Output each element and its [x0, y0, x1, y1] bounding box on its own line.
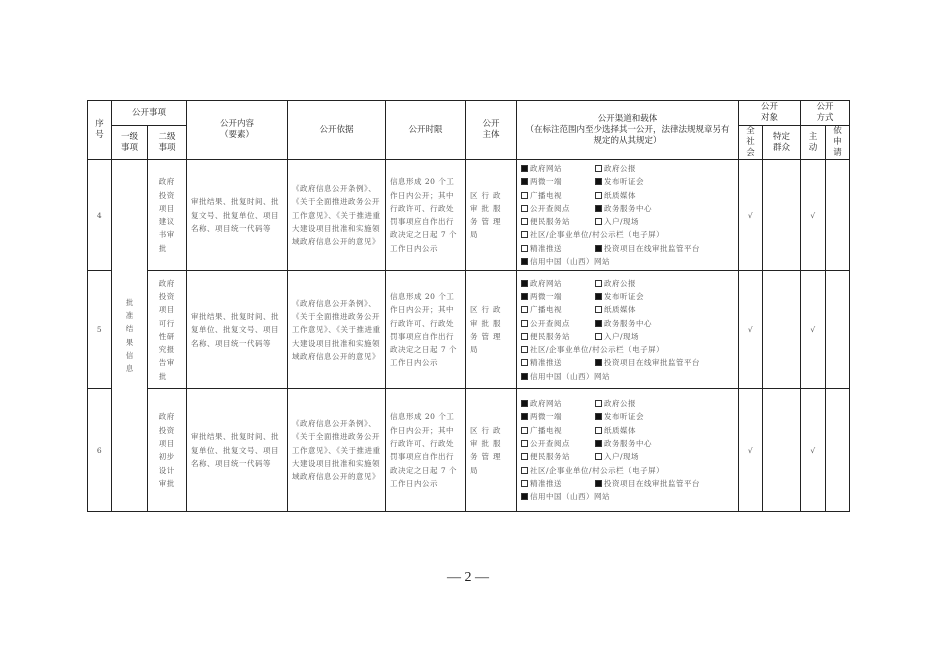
channel-label: 公开查阅点 [530, 318, 571, 328]
checked-box-icon[interactable] [595, 178, 602, 185]
checked-box-icon[interactable] [521, 258, 528, 265]
channel-label: 公开查阅点 [530, 203, 571, 213]
channel-option[interactable] [521, 490, 610, 503]
header-basis: 公开依据 [288, 101, 386, 160]
target-all-mark: √ [739, 160, 763, 271]
level2-item: 政府投资项目可行性研究报告审批 [148, 271, 187, 389]
channel-label: 政府网站 [530, 164, 563, 173]
unchecked-box-icon[interactable] [595, 453, 602, 460]
channel-label: 公开查阅点 [530, 439, 571, 449]
channel-option[interactable] [521, 228, 664, 241]
channel-label: 投资项目在线审批监管平台 [604, 358, 701, 368]
disclosure-subject: 区行政审批服务管理局 [466, 271, 517, 389]
channel-label: 政务服务中心 [604, 439, 653, 449]
disclosure-time-limit: 信息形成 20 个工作日内公开；其中行政许可、行政处罚事项应自作出行政决定之日起 7 个工作日内公示 [386, 271, 466, 389]
channel-line [521, 464, 734, 477]
channel-option[interactable] [521, 303, 595, 316]
channel-line [521, 202, 734, 215]
target-specific-mark [763, 271, 801, 389]
channel-option[interactable] [595, 303, 669, 316]
checked-box-icon[interactable] [595, 293, 602, 300]
channel-option[interactable] [595, 356, 701, 369]
unchecked-box-icon[interactable] [521, 467, 528, 474]
channel-label: 广播电视 [530, 425, 563, 435]
channel-line [521, 162, 734, 175]
channel-line [521, 424, 734, 437]
channel-line [521, 215, 734, 228]
channel-option[interactable] [521, 370, 610, 383]
channel-option[interactable] [521, 162, 595, 175]
channel-label: 入户/现场 [604, 452, 640, 462]
unchecked-box-icon[interactable] [521, 231, 528, 238]
checked-box-icon[interactable] [521, 280, 528, 287]
channel-option[interactable] [521, 356, 595, 369]
channel-label: 投资项目在线审批监管平台 [604, 243, 701, 253]
channel-label: 政府公报 [604, 278, 637, 288]
disclosure-basis: 《政府信息公开条例》、《关于全面推进政务公开工作意见》、《关于推进重大建设项目批准和实施领域政府信息公开的意见》 [288, 160, 386, 271]
method-request-mark [826, 160, 850, 271]
channel-option[interactable] [521, 330, 595, 343]
checked-box-icon[interactable] [521, 178, 528, 185]
method-request-mark [826, 389, 850, 512]
checked-box-icon[interactable] [521, 400, 528, 407]
channel-option[interactable] [595, 277, 669, 290]
disclosure-content: 审批结果、批复时间、批复文号、批复单位、项目名称、项目统一代码等 [187, 160, 288, 271]
channel-cell [517, 160, 739, 271]
channel-option[interactable] [595, 477, 701, 490]
disclosure-content: 审批结果、批复时间、批复单位、批复文号、项目名称、项目统一代码等 [187, 389, 288, 512]
row-seq: 4 [88, 160, 112, 271]
channel-label: 政府网站 [530, 278, 563, 288]
channel-option[interactable] [595, 242, 701, 255]
unchecked-box-icon[interactable] [521, 192, 528, 199]
channel-line [521, 370, 734, 383]
unchecked-box-icon[interactable] [521, 205, 528, 212]
disclosure-time-limit: 信息形成 20 个工作日内公开；其中行政许可、行政处罚事项应自作出行政决定之日起 7 个工作日内公示 [386, 389, 466, 512]
channel-cell [517, 271, 739, 389]
channel-label: 广播电视 [530, 190, 563, 200]
unchecked-box-icon[interactable] [521, 427, 528, 434]
channel-label: 纸质媒体 [604, 190, 637, 200]
disclosure-basis: 《政府信息公开条例》、《关于全面推进政务公开工作意见》、《关于推进重大建设项目批准和实施领域政府信息公开的意见》 [288, 389, 386, 512]
channel-label: 便民服务站 [530, 331, 571, 341]
header-channel-note: （在标注范围内至少选择其一公开，法律法规规章另有规定的从其规定） [525, 124, 730, 146]
channel-label: 发布听证会 [604, 412, 645, 422]
checked-box-icon[interactable] [521, 413, 528, 420]
channel-option[interactable] [521, 317, 595, 330]
header-method-active: 主动 [801, 126, 826, 160]
disclosure-content: 审批结果、批复时间、批复单位、批复文号、项目名称、项目统一代码等 [187, 271, 288, 389]
unchecked-box-icon[interactable] [595, 218, 602, 225]
channel-option[interactable] [595, 424, 669, 437]
row-seq: 5 [88, 271, 112, 389]
method-active-mark: √ [801, 389, 826, 512]
target-all-mark: √ [739, 271, 763, 389]
channel-option[interactable] [595, 215, 669, 228]
channel-option[interactable] [595, 202, 669, 215]
channel-line [521, 477, 734, 490]
checked-box-icon[interactable] [595, 440, 602, 447]
channel-label: 便民服务站 [530, 452, 571, 462]
channel-label: 便民服务站 [530, 217, 571, 227]
level2-item: 政府投资项目建议书审批 [148, 160, 187, 271]
channel-line [521, 228, 734, 241]
method-request-mark [826, 271, 850, 389]
channel-option[interactable] [595, 397, 669, 410]
channel-line [521, 450, 734, 463]
channel-line [521, 290, 734, 303]
channel-line [521, 437, 734, 450]
target-all-mark: √ [739, 389, 763, 512]
channel-option[interactable] [595, 317, 669, 330]
row-seq: 6 [88, 389, 112, 512]
channel-label: 纸质媒体 [604, 425, 637, 435]
channel-label: 信用中国（山西）网站 [530, 371, 611, 381]
channel-option[interactable] [521, 343, 664, 356]
level2-item: 政府投资项目初步设计审批 [148, 389, 187, 512]
unchecked-box-icon[interactable] [521, 333, 528, 340]
table-row [88, 271, 850, 389]
channel-option[interactable] [521, 277, 595, 290]
channel-line [521, 189, 734, 202]
channel-option[interactable] [521, 215, 595, 228]
channel-line [521, 330, 734, 343]
unchecked-box-icon[interactable] [521, 480, 528, 487]
channel-line [521, 277, 734, 290]
unchecked-box-icon[interactable] [521, 245, 528, 252]
method-active-mark: √ [801, 160, 826, 271]
header-content: 公开内容（要素） [187, 101, 288, 160]
disclosure-time-limit: 信息形成 20 个工作日内公开；其中行政许可、行政处罚事项应自作出行政决定之日起 7 个工作日内公示 [386, 160, 466, 271]
checked-box-icon[interactable] [521, 293, 528, 300]
channel-label: 政府网站 [530, 399, 563, 409]
checked-box-icon[interactable] [595, 245, 602, 252]
channel-line [521, 255, 734, 268]
unchecked-box-icon[interactable] [521, 453, 528, 460]
header-level1: 一级事项 [112, 126, 148, 160]
channel-cell [517, 389, 739, 512]
channel-option[interactable] [595, 162, 669, 175]
header-time-limit: 公开时限 [386, 101, 466, 160]
unchecked-box-icon[interactable] [521, 346, 528, 353]
channel-option[interactable] [521, 202, 595, 215]
method-active-mark: √ [801, 271, 826, 389]
header-item: 公开事项 [112, 101, 187, 126]
channel-option[interactable] [521, 477, 595, 490]
unchecked-box-icon[interactable] [595, 333, 602, 340]
channel-line [521, 490, 734, 503]
channel-label: 精准推送 [530, 243, 563, 253]
channel-option[interactable] [521, 437, 595, 450]
unchecked-box-icon[interactable] [595, 400, 602, 407]
channel-option[interactable] [521, 242, 595, 255]
disclosure-basis: 《政府信息公开条例》、《关于全面推进政务公开工作意见》、《关于推进重大建设项目批准和实施领域政府信息公开的意见》 [288, 271, 386, 389]
channel-label: 政务服务中心 [604, 318, 653, 328]
channel-line [521, 397, 734, 410]
channel-line [521, 356, 734, 369]
channel-line [521, 175, 734, 188]
channel-option[interactable] [521, 410, 595, 423]
unchecked-box-icon[interactable] [521, 440, 528, 447]
channel-option[interactable] [521, 255, 610, 268]
header-subject: 公开主体 [466, 101, 517, 160]
channel-option[interactable] [595, 175, 669, 188]
disclosure-subject: 区行政审批服务管理局 [466, 389, 517, 512]
channel-option[interactable] [595, 189, 669, 202]
checked-box-icon[interactable] [521, 165, 528, 172]
channel-label: 投资项目在线审批监管平台 [604, 478, 701, 488]
channel-option[interactable] [595, 450, 669, 463]
unchecked-box-icon[interactable] [521, 218, 528, 225]
channel-label: 政府公报 [604, 164, 637, 173]
channel-label: 两微一端 [530, 291, 563, 301]
channel-label: 发布听证会 [604, 177, 645, 187]
channel-label: 入户/现场 [604, 217, 640, 227]
channel-option[interactable] [595, 410, 669, 423]
channel-label: 发布听证会 [604, 291, 645, 301]
table-row [88, 160, 850, 271]
checked-box-icon[interactable] [595, 359, 602, 366]
channel-label: 政府公报 [604, 399, 637, 409]
table-row [88, 389, 850, 512]
channel-option[interactable] [595, 437, 669, 450]
channel-line [521, 303, 734, 316]
target-specific-mark [763, 160, 801, 271]
channel-label: 社区/企事业单位/村公示栏（电子屏） [530, 465, 665, 475]
header-target-specific: 特定群众 [763, 126, 801, 160]
unchecked-box-icon[interactable] [595, 280, 602, 287]
channel-label: 广播电视 [530, 305, 563, 315]
channel-option[interactable] [521, 464, 664, 477]
checked-box-icon[interactable] [521, 373, 528, 380]
header-method: 公开方式 [801, 101, 850, 126]
checked-box-icon[interactable] [595, 480, 602, 487]
unchecked-box-icon[interactable] [521, 359, 528, 366]
header-target-all: 全社会 [739, 126, 763, 160]
channel-option[interactable] [521, 175, 595, 188]
unchecked-box-icon[interactable] [595, 165, 602, 172]
header-channel-title: 公开渠道和载体 [597, 113, 658, 124]
checked-box-icon[interactable] [595, 413, 602, 420]
channel-option[interactable] [521, 424, 595, 437]
unchecked-box-icon[interactable] [521, 306, 528, 313]
channel-option[interactable] [521, 397, 595, 410]
channel-label: 入户/现场 [604, 331, 640, 341]
channel-label: 信用中国（山西）网站 [530, 492, 611, 502]
checked-box-icon[interactable] [521, 493, 528, 500]
channel-label: 两微一端 [530, 412, 563, 422]
header-target: 公开对象 [739, 101, 801, 126]
channel-option[interactable] [521, 450, 595, 463]
header-method-request: 依申请 [826, 126, 850, 160]
channel-label: 精准推送 [530, 478, 563, 488]
disclosure-subject: 区行政审批服务管理局 [466, 160, 517, 271]
page-number: — 2 — [447, 570, 489, 585]
channel-label: 精准推送 [530, 358, 563, 368]
level1-item: 批准结果信息 [112, 160, 148, 512]
channel-label: 社区/企事业单位/村公示栏（电子屏） [530, 230, 665, 240]
header-channel [517, 101, 739, 160]
channel-option[interactable] [521, 290, 595, 303]
channel-label: 纸质媒体 [604, 305, 637, 315]
header-level2: 二级事项 [148, 126, 187, 160]
channel-option[interactable] [595, 290, 669, 303]
channel-line [521, 343, 734, 356]
channel-line [521, 317, 734, 330]
channel-label: 信用中国（山西）网站 [530, 257, 611, 267]
checked-box-icon[interactable] [595, 320, 602, 327]
target-specific-mark [763, 389, 801, 512]
header-seq: 序号 [88, 101, 112, 160]
unchecked-box-icon[interactable] [595, 306, 602, 313]
channel-option[interactable] [521, 189, 595, 202]
channel-line [521, 410, 734, 423]
channel-option[interactable] [595, 330, 669, 343]
channel-label: 社区/企事业单位/村公示栏（电子屏） [530, 345, 665, 355]
channel-line [521, 242, 734, 255]
disclosure-table [87, 100, 850, 512]
channel-label: 政务服务中心 [604, 203, 653, 213]
channel-label: 两微一端 [530, 177, 563, 187]
unchecked-box-icon[interactable] [521, 320, 528, 327]
unchecked-box-icon[interactable] [595, 192, 602, 199]
unchecked-box-icon[interactable] [595, 427, 602, 434]
checked-box-icon[interactable] [595, 205, 602, 212]
